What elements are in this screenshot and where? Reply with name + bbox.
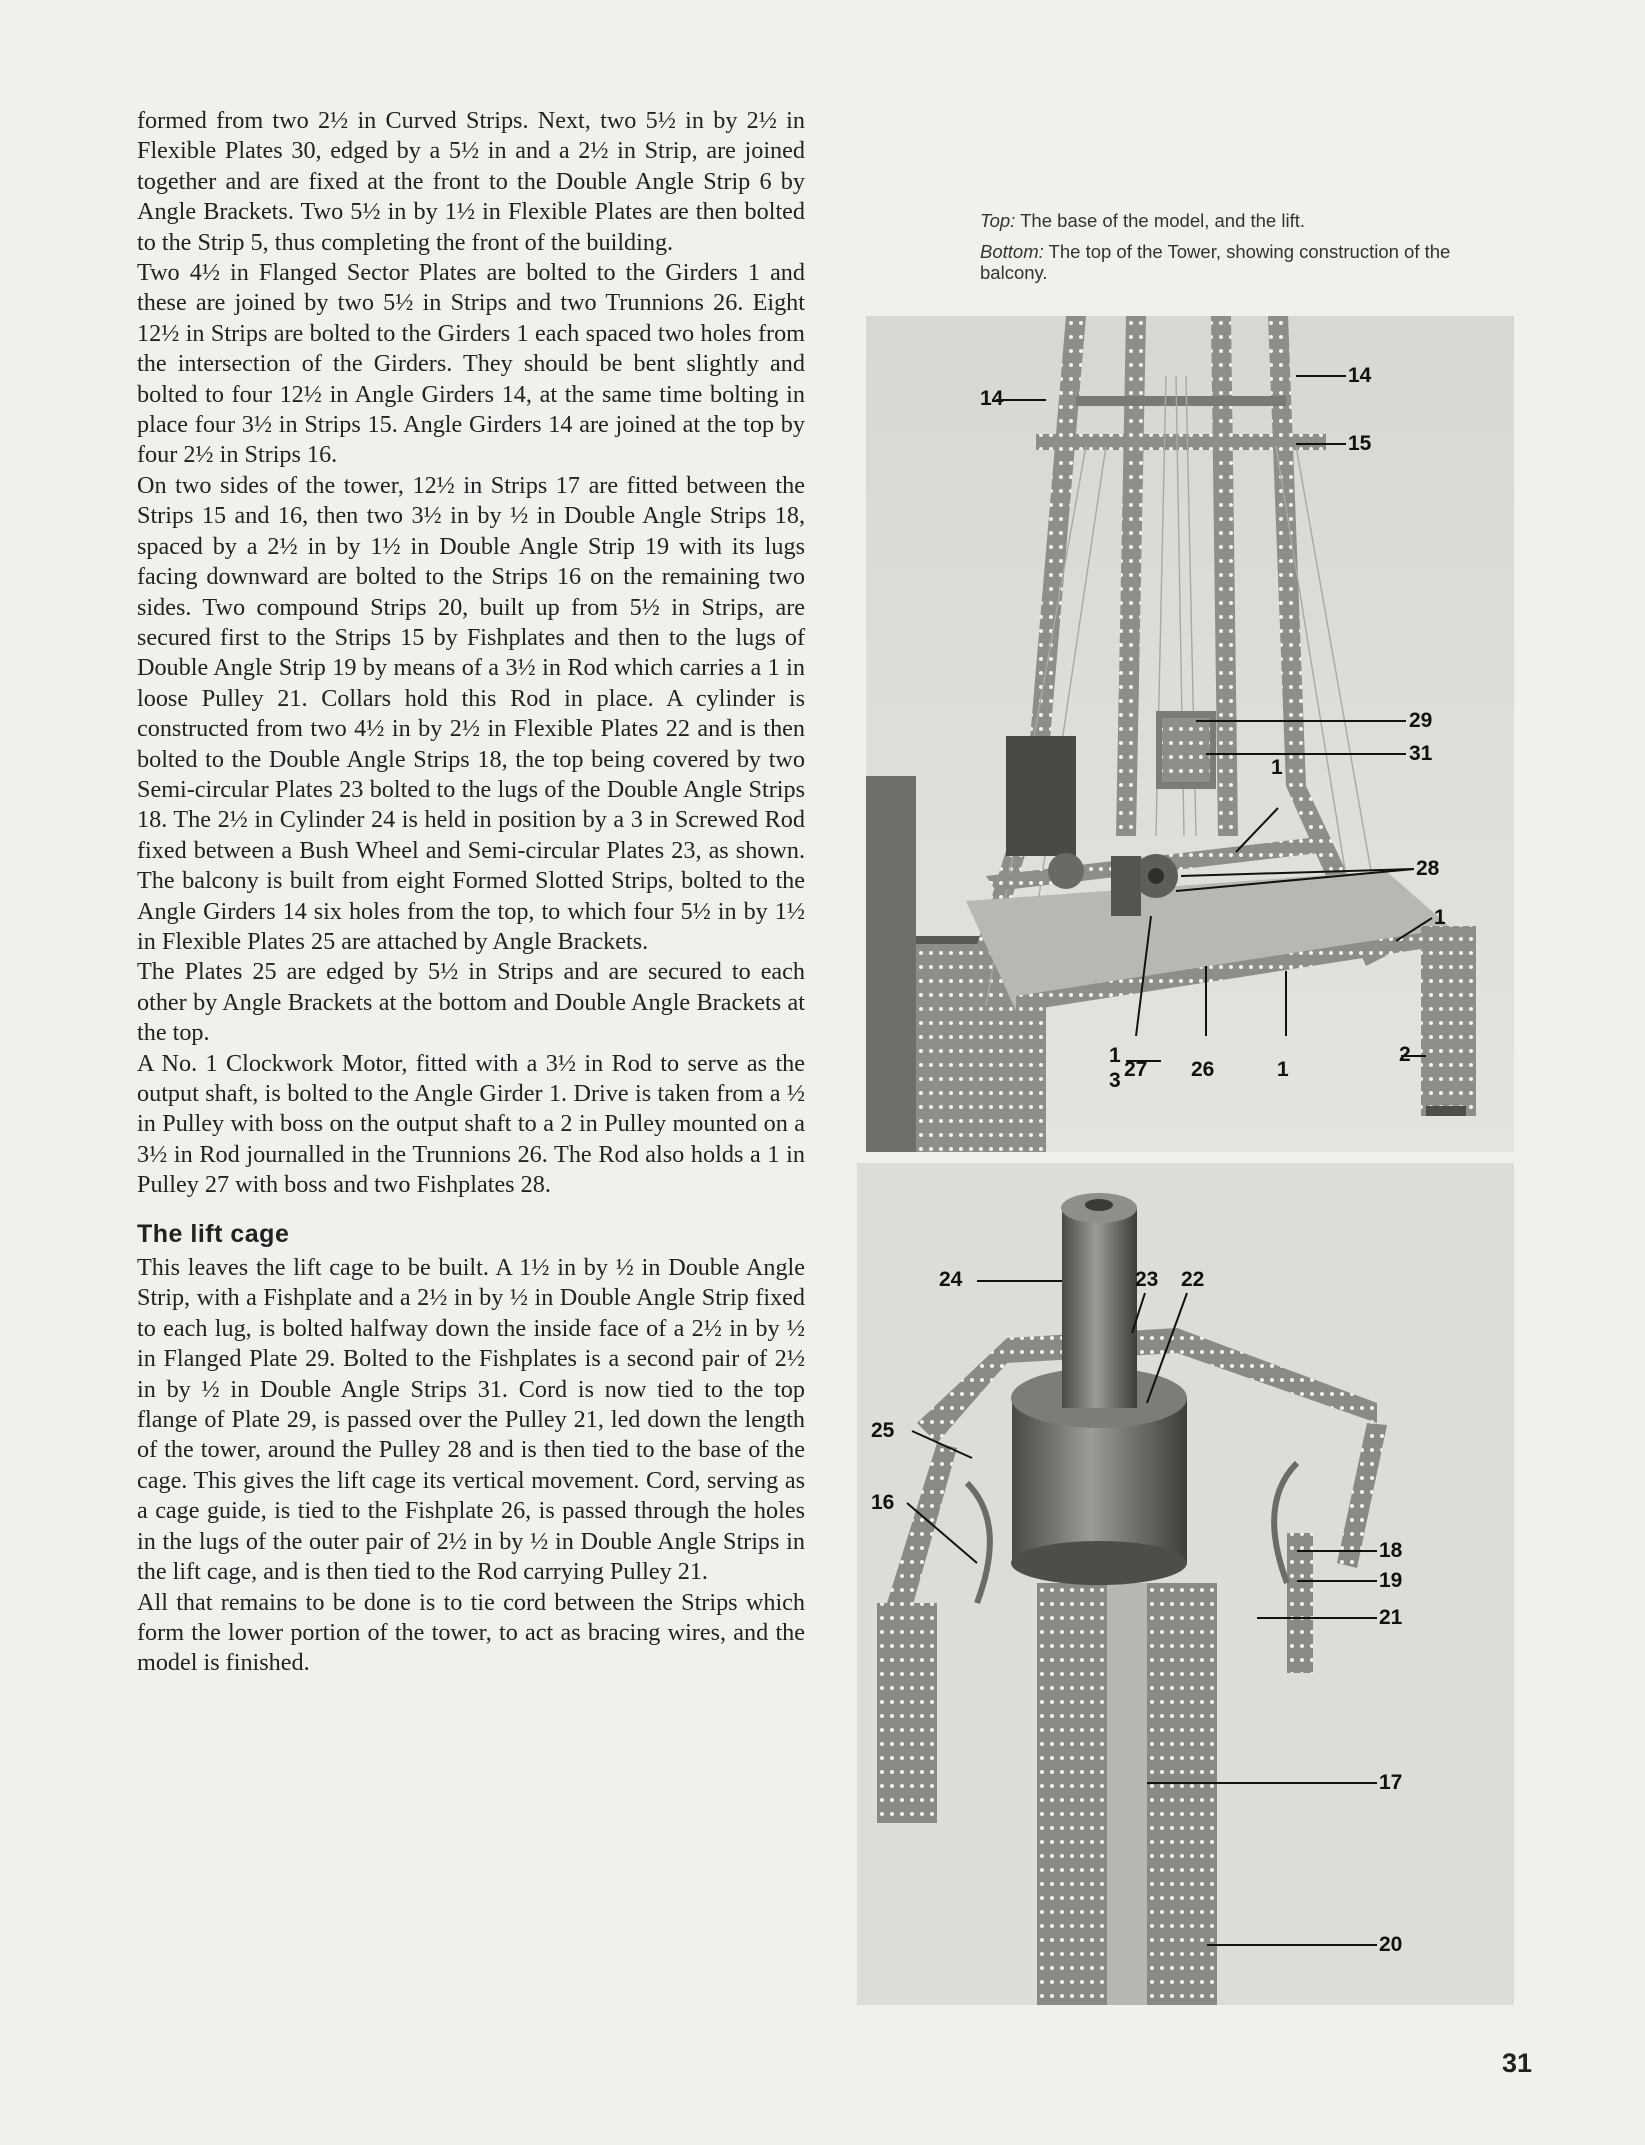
callout-label: 15 xyxy=(1348,432,1372,455)
photo-tower-top xyxy=(857,1163,1514,2005)
body-paragraph: The Plates 25 are edged by 5½ in Strips and are secured to each other by Angle Brackets at the bottom and Double Angle Brackets at the top. xyxy=(137,958,805,1047)
callout-label: 14 xyxy=(980,387,1004,410)
caption-top xyxy=(980,210,1520,231)
callout-label: 2 xyxy=(1399,1043,1411,1066)
body-text-column xyxy=(137,106,805,1679)
callout-label: 25 xyxy=(871,1419,895,1442)
callout-label: 1 xyxy=(1109,1044,1121,1067)
body-paragraph: All that remains to be done is to tie cord between the Strips which form the lower portion of the tower, to act as bracing wires, and the model is finished. xyxy=(137,1588,805,1677)
body-paragraph: On two sides of the tower, 12½ in Strips 17 are fitted between the Strips 15 and 16, then two 3½ in by ½ in Double Angle Strips 18, spaced by a 2½ in by 1½ in Double Angle Strip 19 with its lugs facing downward are bolted to the Strips 16 on the remaining two sides. Two compound Strips 20, built up from 5½ in Strips, are secured first to the Strips 15 by Fishplates and then to the lugs of Double Angle Strip 19 by means of a 3½ in Rod which carries a 1 in loose Pulley 21. Collars hold this Rod in place. A cylinder is constructed from two 4½ in by 2½ in Flexible Plates 22 and is then bolted to the Double Angle Strips 18, the top being covered by two Semi-circular Plates 23 bolted to the lugs of the Double Angle Strips 18. The 2½ in Cylinder 24 is held in position by a 3 in Screwed Rod fixed between a Bush Wheel and Semi-circular Plates 23, as shown. The balcony is built from eight Formed Slotted Strips, bolted to the Angle Girders 14 six holes from the top, to which four 5½ in by 1½ in Flexible Plates 25 are attached by Angle Brackets. xyxy=(137,471,805,955)
callout-label: 1 xyxy=(1434,906,1446,929)
page-number: 31 xyxy=(1502,2048,1533,2078)
figure-captions xyxy=(980,210,1520,293)
callout-label: 26 xyxy=(1191,1058,1215,1081)
caption-bottom-label: Bottom: xyxy=(980,241,1044,262)
photo-tower-base xyxy=(866,316,1514,1152)
callout-label: 28 xyxy=(1416,857,1440,880)
callout-label: 31 xyxy=(1409,742,1433,765)
callout-label: 1 xyxy=(1271,756,1283,779)
body-paragraph: This leaves the lift cage to be built. A 1½ in by ½ in Double Angle Strip, with a Fishplate and a 2½ in by ½ in Double Angle Strip fixed to each lug, is bolted halfway down the inside face of a 2½ in by ½ in Flanged Plate 29. Bolted to the Fishplates is a second pair of 2½ in by ½ in Double Angle Strips 31. Cord is now tied to the top flange of Plate 29, is passed over the Pulley 21, led down the length of the tower, around the Pulley 28 and is then tied to the base of the cage. This gives the lift cage its vertical movement. Cord, serving as a cage guide, is tied to the Fishplate 26, is passed through the holes in the lugs of the outer pair of 2½ in by ½ in Double Angle Strips in the lift cage, and is then tied to the Rod carrying Pulley 21. xyxy=(137,1254,805,1586)
callout-label: 1 xyxy=(1277,1058,1289,1081)
section-heading: The lift cage xyxy=(137,1219,290,1248)
callout-label: 16 xyxy=(871,1491,895,1514)
callout-label: 27 xyxy=(1124,1058,1148,1081)
body-paragraph: Two 4½ in Flanged Sector Plates are bolted to the Girders 1 and these are joined by two 5½ in Strips and two Trunnions 26. Eight 12½ in Strips are bolted to the Girders 1 each spaced two holes from the intersection of the Girders. They should be bent slightly and bolted to four 12½ in Angle Girders 14, at the same time bolting in place four 3½ in Strips 15. Angle Girders 14 are joined at the top by four 2½ in Strips 16. xyxy=(137,259,805,469)
caption-bottom-text: The top of the Tower, showing construction of the balcony. xyxy=(980,241,1451,283)
caption-bottom xyxy=(980,241,1520,283)
callout-label: 29 xyxy=(1409,709,1433,732)
tower-base-illustration xyxy=(866,316,1514,1152)
callout-label: 18 xyxy=(1379,1539,1403,1562)
callout-label: 21 xyxy=(1379,1606,1403,1629)
caption-top-text: The base of the model, and the lift. xyxy=(1015,210,1306,231)
callout-label: 19 xyxy=(1379,1569,1403,1592)
body-paragraph: formed from two 2½ in Curved Strips. Next, two 5½ in by 2½ in Flexible Plates 30, edged by a 5½ in and a 2½ in Strip, are joined together and are fixed at the front to the Double Angle Strip 6 by Angle Brackets. Two 5½ in by 1½ in Flexible Plates are then bolted to the Strip 5, thus completing the front of the building. xyxy=(137,107,805,256)
callout-label: 22 xyxy=(1181,1268,1205,1291)
callout-label: 20 xyxy=(1379,1933,1403,1956)
callout-label: 17 xyxy=(1379,1771,1403,1794)
callout-label: 24 xyxy=(939,1268,963,1291)
body-paragraph: A No. 1 Clockwork Motor, fitted with a 3½ in Rod to serve as the output shaft, is bolted to the Angle Girder 1. Drive is taken from a ½ in Pulley with boss on the output shaft to a 2 in Pulley mounted on a 3½ in Rod journalled in the Trunnions 26. The Rod also holds a 1 in Pulley 27 with boss and two Fishplates 28. xyxy=(137,1049,805,1199)
callout-label: 23 xyxy=(1135,1268,1159,1291)
callout-label: 14 xyxy=(1348,364,1372,387)
callout-label: 3 xyxy=(1109,1069,1121,1092)
caption-top-label: Top: xyxy=(980,210,1016,231)
